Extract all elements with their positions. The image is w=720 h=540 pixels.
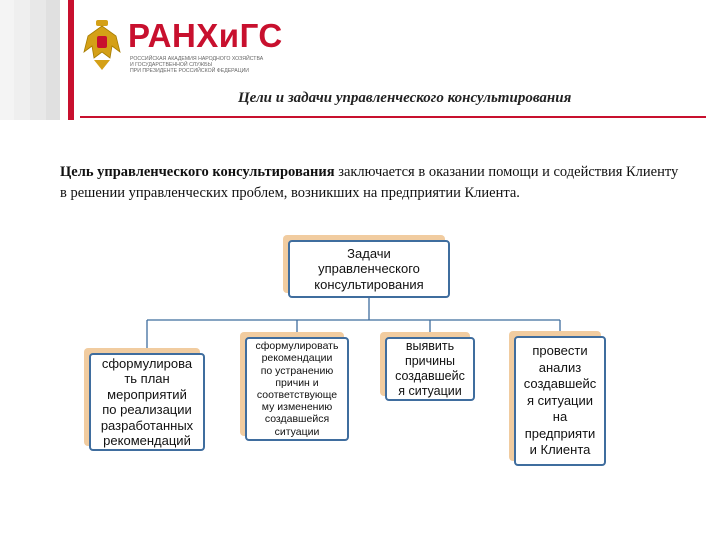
node-line: по устранению	[260, 364, 334, 377]
node-line: консультирования	[314, 276, 424, 292]
node-line: Задачи	[347, 245, 391, 261]
node-line: я ситуации	[398, 384, 462, 398]
node-line: управленческого	[318, 261, 420, 277]
node-line: на	[552, 409, 568, 425]
node-line: ситуации	[274, 425, 320, 438]
node-line: му изменению	[261, 401, 333, 414]
node-line: создавшейс	[395, 369, 465, 383]
tasks-root-node	[288, 240, 450, 298]
node-line: ть план	[124, 371, 170, 386]
intro-lead: Цель управленческого консультирования	[60, 164, 335, 180]
node-line: я ситуации	[526, 392, 594, 408]
page-title: Цели и задачи управленческого консультирования	[238, 90, 572, 106]
node-line: сформулировать	[255, 340, 339, 353]
task-node-causes	[385, 337, 475, 401]
logo-subtitle-line: ПРИ ПРЕЗИДЕНТЕ РОССИЙСКОЙ ФЕДЕРАЦИИ	[130, 68, 250, 74]
node-line: анализ	[538, 359, 582, 375]
node-line: разработанных	[100, 417, 194, 433]
logo-wordmark: РАНХиГС	[128, 17, 283, 54]
intro-text: заключается в оказании помощи и содействия Клиенту в решении управленческих проблем, возникших на предприятии Клиента.	[60, 164, 679, 201]
node-line: мероприятий	[107, 386, 187, 402]
node-line: провести	[532, 343, 588, 359]
task-node-recommendations	[245, 337, 349, 441]
task-node-plan	[89, 353, 205, 451]
logo-subtitle-line: РОССИЙСКАЯ АКАДЕМИЯ НАРОДНОГО ХОЗЯЙСТВА	[130, 56, 264, 62]
node-line: соответствующе	[256, 389, 338, 401]
task-node-analysis	[514, 336, 606, 466]
node-line: по реализации	[102, 402, 192, 417]
node-line: создавшейся	[264, 413, 330, 426]
node-line: причин и	[275, 376, 319, 389]
node-line: рекомендаций	[103, 433, 191, 448]
node-line: предприяти	[524, 425, 596, 441]
node-line: выявить	[405, 339, 455, 353]
logo-subtitle-line: И ГОСУДАРСТВЕННОЙ СЛУЖБЫ	[130, 62, 213, 68]
node-line: рекомендации	[261, 352, 333, 365]
node-line: причины	[404, 354, 456, 368]
node-line: и Клиента	[529, 442, 591, 458]
node-line: создавшейс	[523, 376, 597, 392]
node-line: сформулирова	[101, 355, 193, 371]
